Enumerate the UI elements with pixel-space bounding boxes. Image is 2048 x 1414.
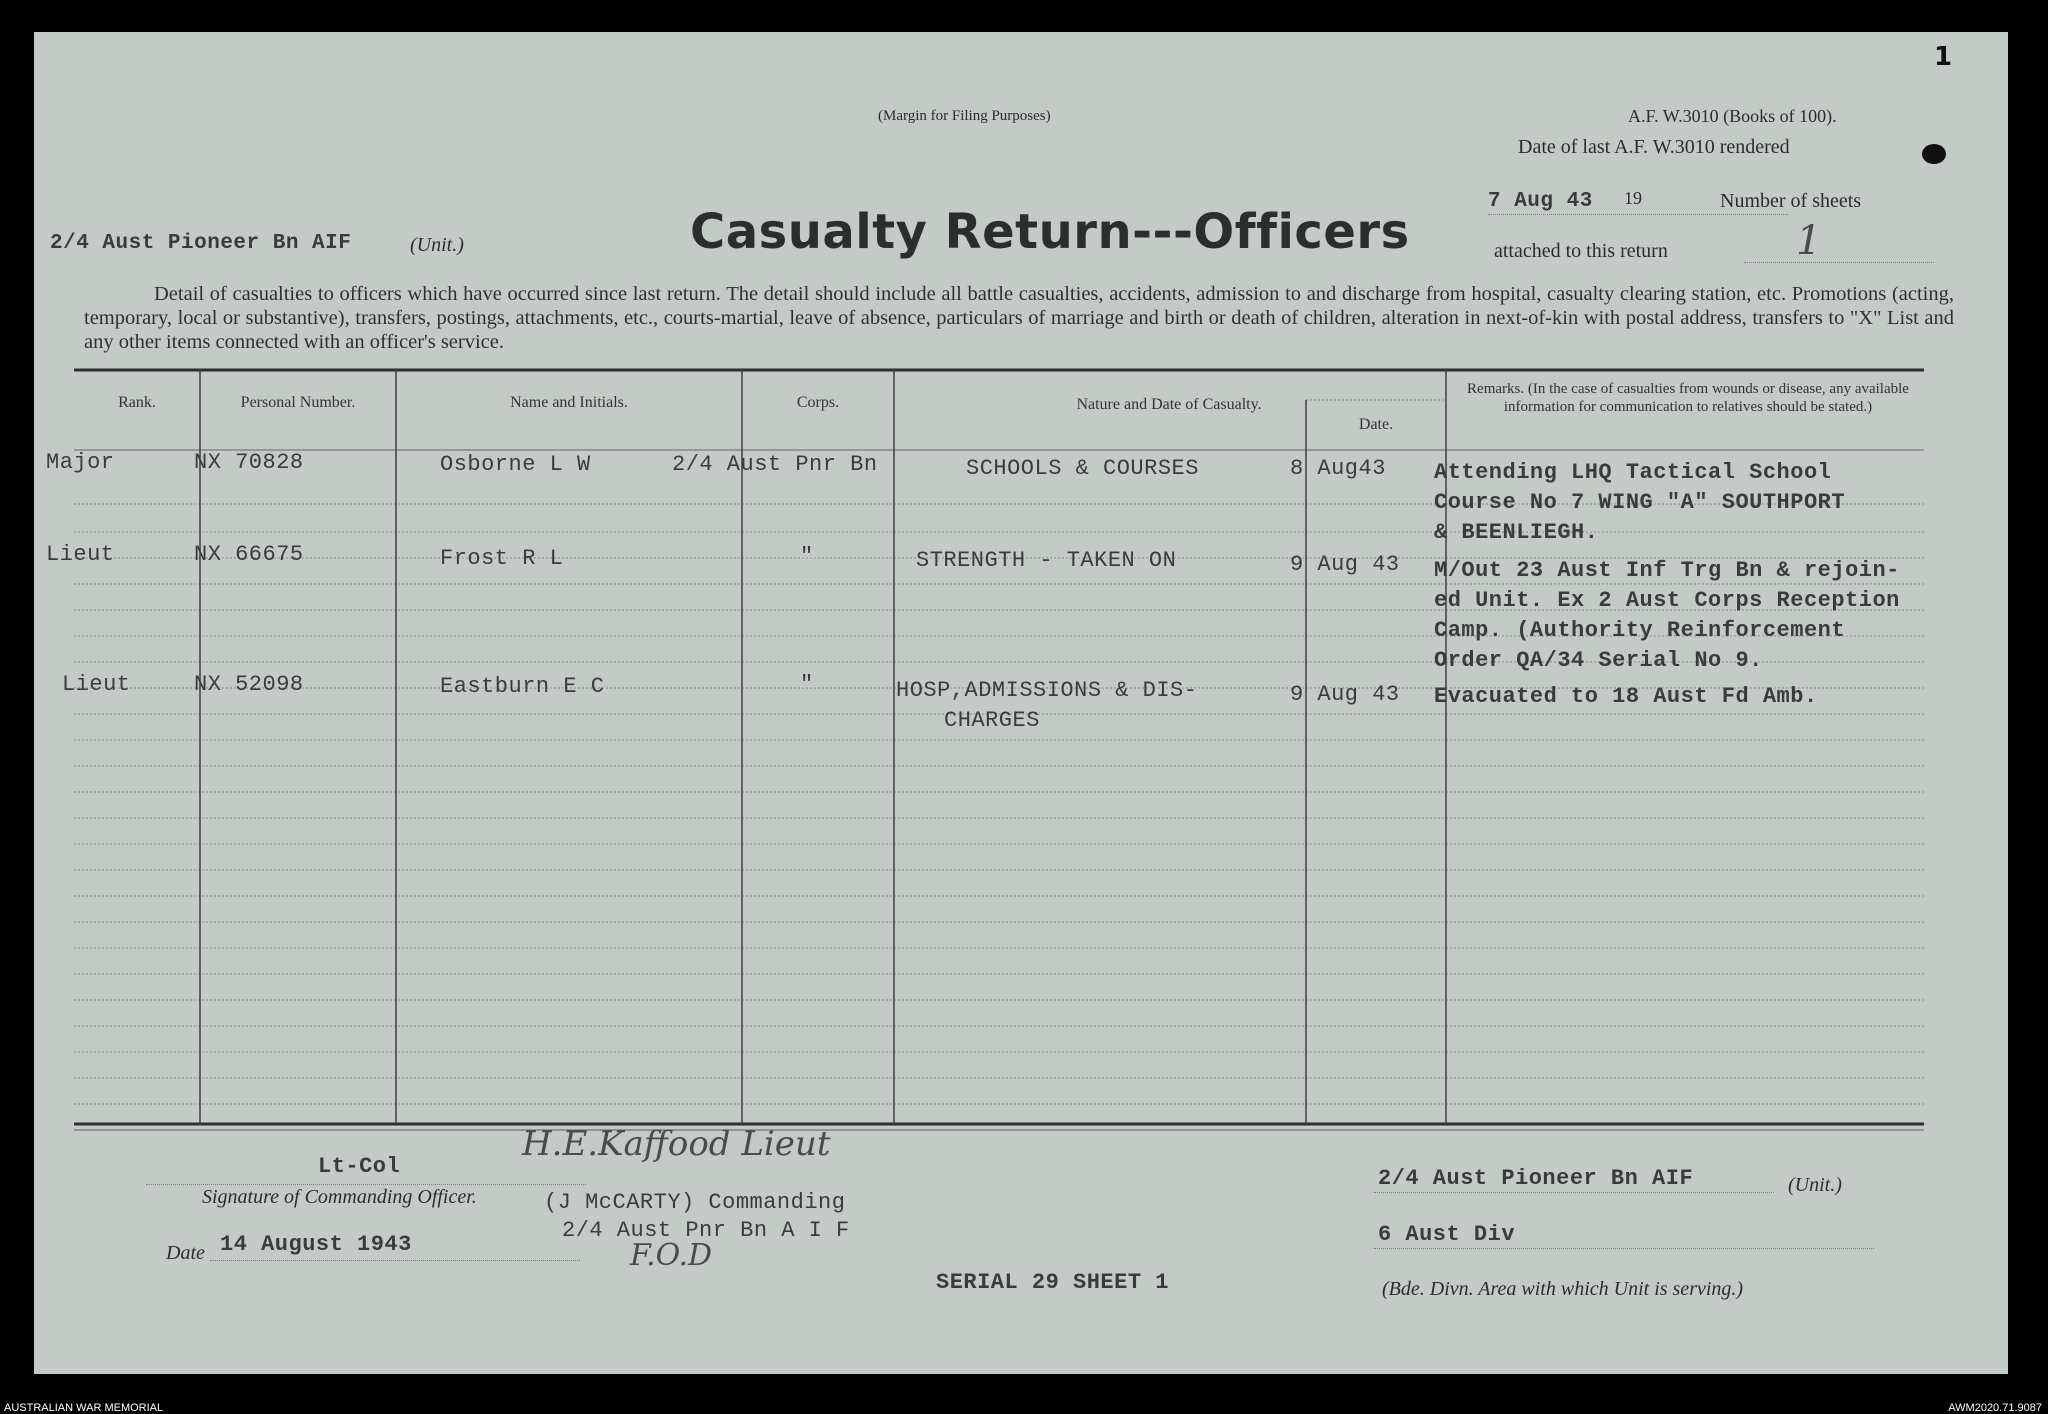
margin-note: (Margin for Filing Purposes) [878,108,1051,124]
cell-date: 8 Aug43 [1290,456,1386,481]
unit-name-top: 2/4 Aust Pioneer Bn AIF [50,232,352,255]
form-sheet [34,32,2008,1374]
commanding-officer-name: (J McCARTY) Commanding [544,1190,846,1215]
cell-nature: HOSP,ADMISSIONS & DIS- [896,678,1198,703]
cell-personal-number: NX 66675 [194,542,304,567]
cell-remarks-line: Order QA/34 Serial No 9. [1434,648,1763,673]
cell-name: Eastburn E C [440,674,605,699]
date-last-label: Date of last A.F. W.3010 rendered [1518,136,1790,158]
rank-signed: Lt-Col [318,1154,401,1179]
unit-label-top: (Unit.) [410,234,464,256]
cell-date: 9 Aug 43 [1290,682,1400,707]
last-return-date: 7 Aug 43 [1488,190,1593,213]
column-header-rank: Rank. [118,394,156,411]
cell-personal-number: NX 70828 [194,450,304,475]
for-od-annotation: F.O.D [630,1238,713,1273]
cell-nature-line-2: CHARGES [944,708,1040,733]
cell-remarks-line: Attending LHQ Tactical School [1434,460,1832,485]
date-label: Date [166,1242,205,1264]
cell-date: 9 Aug 43 [1290,552,1400,577]
year-suffix: 19 [1624,188,1642,208]
cell-rank: Lieut [46,542,115,567]
cell-corps: " [800,672,814,697]
form-reference: A.F. W.3010 (Books of 100). [1628,106,1837,126]
cell-remarks-line: & BEENLIEGH. [1434,520,1599,545]
column-header-nature: Nature and Date of Casualty. [1076,396,1262,413]
cell-remarks-line: ed Unit. Ex 2 Aust Corps Reception [1434,588,1900,613]
cell-corps: " [800,544,814,569]
cell-remarks-line: Evacuated to 18 Aust Fd Amb. [1434,684,1818,709]
sheets-count: 1 [1796,218,1822,264]
column-header-remarks: Remarks. (In the case of casualties from wounds or disease, any available information for communication to relatives should be stated.) [1467,381,1909,415]
serial-number: SERIAL 29 SHEET 1 [936,1270,1169,1295]
cell-remarks-line: Camp. (Authority Reinforcement [1434,618,1846,643]
page-mark: 1 [1934,42,1953,72]
cell-nature: SCHOOLS & COURSES [966,456,1199,481]
unit-name-bottom: 2/4 Aust Pioneer Bn AIF [1378,1166,1694,1191]
column-header-personal-number: Personal Number. [240,394,356,411]
handwritten-signature: H.E.Kaffood Lieut [522,1124,831,1164]
cell-name: Frost R L [440,546,564,571]
column-header-date: Date. [1358,416,1394,433]
sheets-label: Number of sheets [1720,190,1862,212]
attached-label: attached to this return [1494,240,1668,262]
instructions-paragraph: Detail of casualties to officers which have occurred since last return. The detail should include all battle casualties, accidents, admission to and discharge from hospital, casualty clearing station, etc. Promotions (acting, temporary, local or substantive), transfers, postings, attachments, etc., courts-martial, leave of absence, particulars of marriage and birth or death of children, alteration in next-of-kin with postal address, transfers to "X" List and any other items connected with an officer's service. [84,283,1954,353]
signature-label: Signature of Commanding Officer. [202,1186,477,1208]
division-label: (Bde. Divn. Area with which Unit is serving.) [1382,1278,1744,1300]
cell-rank: Lieut [62,672,131,697]
signed-date: 14 August 1943 [220,1232,412,1257]
cell-remarks-line: M/Out 23 Aust Inf Trg Bn & rejoin- [1434,558,1900,583]
cell-remarks-line: Course No 7 WING "A" SOUTHPORT [1434,490,1846,515]
commanding-officer-unit: 2/4 Aust Pnr Bn A I F [562,1218,850,1243]
unit-label-bottom: (Unit.) [1788,1174,1842,1196]
cell-rank: Major [46,450,115,475]
cell-nature: STRENGTH - TAKEN ON [916,548,1177,573]
cell-personal-number: NX 52098 [194,672,304,697]
column-header-name: Name and Initials. [510,394,628,411]
column-header-corps: Corps. [796,394,840,411]
archive-accession-number: AWM2020.71.9087 [1948,1402,2042,1414]
archive-credit: AUSTRALIAN WAR MEMORIAL [4,1402,164,1414]
cell-corps: 2/4 Aust Pnr Bn [672,452,878,477]
cell-name: Osborne L W [440,452,591,477]
page-title: Casualty Return---Officers [690,204,1410,260]
division-name: 6 Aust Div [1378,1222,1516,1247]
